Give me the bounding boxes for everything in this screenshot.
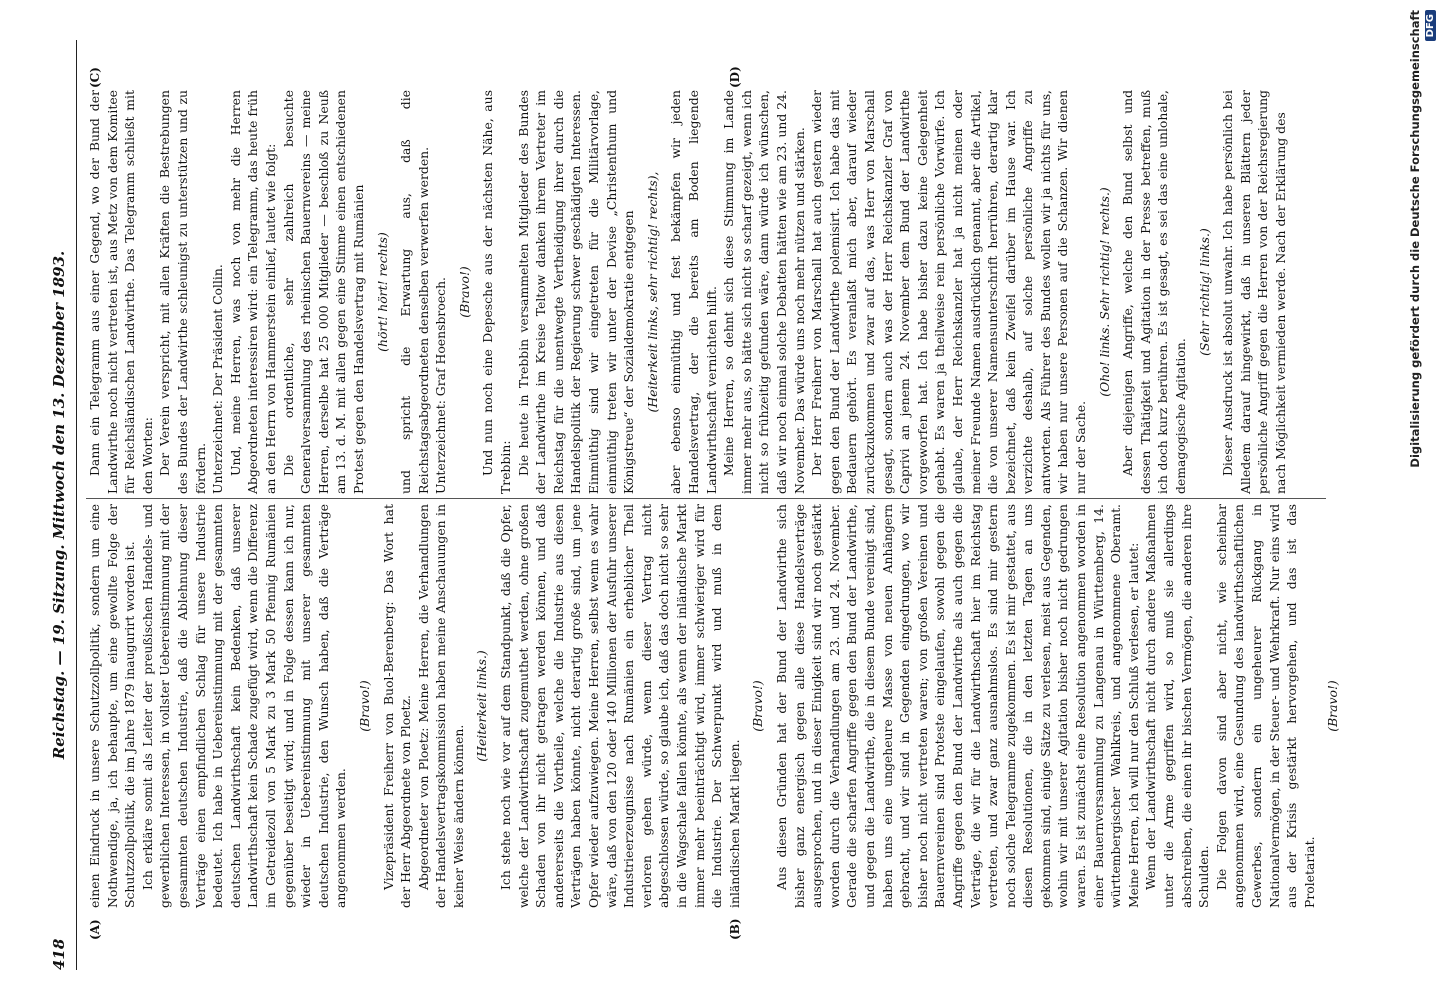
paragraph: Aus diesen Gründen hat der Bund der Landwirthe sich bisher ganz energisch gegen alle diese Handelsverträge ausgesprochen, und in dieser Einigkeit sind wir noch gestärkt worden durch die Verhandlungen am 23. und 24. November. Gerade die scharfen Angriffe gegen den Bund der Landwirthe, und gegen die Landwirthe, die in diesem Bunde vereinigt sind, haben uns eine ungeheure Masse von neuen Anhängern gebracht, und wir sind in Gegenden eingedrungen, wo wir bisher noch nicht vertreten waren; von großen Vereinen und Bauernvereinen sind Proteste eingelaufen, sowohl gegen die Angriffe gegen den Bund der Landwirthe als auch gegen die Verträge, die wir für die Landwirthschaft hier im Reichstag vertreten, und zwar ganz ausnahmslos. Es sind mir gestern noch solche Telegramme zugekommen. Es ist mir gestattet, aus diesen Resolutionen, die in den letzten Tagen an uns gekommen sind, einige Sätze zu verlesen, meist aus Gegenden, wohin wir mit unserer Agitation bisher noch nicht gedrungen waren. Es ist zunächst eine Resolution angenommen worden in einer Bauernversammlung zu Langenau in Württemberg, 14. württembergischer Wahlkreis, und angenommene Oberamt. Meine Herren, ich will nur den Schluß verlesen, er lautet: [773, 504, 1141, 908]
digitization-credit [1408, 10, 1436, 480]
interjection: (Sehr richtig! links.) [1196, 228, 1212, 356]
quoted-paragraph: und spricht die Erwartung aus, daß die Reichstagsabgeordneten denselben verwerfen werden. [398, 90, 431, 494]
page-header [50, 40, 77, 970]
interjection: (hört! hört! rechts) [374, 232, 390, 352]
quoted-paragraph: Die Folgen davon sind aber nicht, wie scheinbar angenommen wird, eine Gesundung des landwirthschaftlichen Gewerbes, sondern ein ungeheurer Rückgang in Nationalvermögen, in der Steuer- und Wehrkraft. Nur eins wird aus der Krisis gestärkt hervorgehen, und das ist das Proletariat. [1213, 504, 1317, 908]
paragraph: einen Eindruck in unsere Schutzzollpolitik, sondern um eine Nothwendige, ja, ich behaupte, um eine gewollte Folge der Schutzzollpolitik, die im Jahre 1879 inaugurirt worden ist. [87, 504, 138, 908]
margin-marker-b: (B) [728, 918, 742, 940]
paragraph: Dieser Ausdruck ist absolut unwahr. Ich habe persönlich bei Alledem darauf hingewirkt, daß in unseren Blättern jeder persönliche Angriff gegen die Herren von der Reichsregierung nach Möglichkeit vermieden werde. Nach der Erklärung des [1220, 90, 1288, 494]
margin-marker-a: (A) [88, 919, 102, 940]
speaker-paragraph: Abgeordneter von Ploetz: Meine Herren, die Verhandlungen der Handelsvertragskommission haben meine Anschauungen in keiner Weise ändern können. [415, 504, 466, 908]
paragraph: Ich stehe noch wie vor auf dem Standpunkt, daß die Opfer, welche der Landwirthschaft zugemuthet werden, ohne großen Schaden von ihr nicht getragen werden können, und daß andererseits die Vortheile, welche die Industrie aus diesen Verträgen haben könnte, nicht derartig große sind, um jene Opfer wieder aufzuwiegen. Meine Herren, selbst wenn es wahr wäre, daß von den 120 oder 140 Millionen der Ausfuhr unserer Industrieerzeugnisse nach Rumänien ein erheblicher Theil verloren gehen würde, wenn dieser Vertrag nicht abgeschlossen würde, so glaube ich, daß das doch nicht so sehr in die Wagschale fallen könnte, als wenn der inländische Markt immer mehr beeinträchtigt wird, immer schwieriger wird für die Industrie. Der Schwerpunkt wird und muß in dem inländischen Markt liegen. [498, 504, 742, 908]
left-column [86, 504, 1348, 908]
speaker-paragraph: Vizepräsident Freiherr von Buol-Berenberg: Das Wort hat der Herr Abgeordnete von Ploetz. [380, 504, 414, 908]
page-number: 418 [50, 938, 68, 970]
signature-line: Unterzeichnet: Graf Hoensbroech. [433, 277, 449, 494]
dfg-logo: DFG [1425, 10, 1436, 41]
paragraph: Meine Herren, so dehnt sich diese Stimmung im Lande immer mehr aus, so hätte sich nicht so scharf gezeigt, wenn ich nicht so frühzeitig gefunden wäre, dann würde ich wünschen, daß wir noch einmal solche Debatten hätten wie am 23. und 24. November. Das würde uns noch mehr nützen und stärken. [721, 90, 807, 494]
interjection: (Oho! links. Sehr richtig! rechts.) [1096, 187, 1112, 397]
interjection: (Heiterkeit links, sehr richtig! rechts), [644, 171, 660, 413]
quoted-paragraph: Der Verein verspricht, mit allen Kräften die Bestrebungen des Bundes der Landwirthe schleunigst zu unterstützen und zu fördern. [157, 90, 208, 494]
interjection: (Heiterkeit links.) [474, 650, 490, 762]
interjection: (Bravo!) [456, 266, 472, 318]
paragraph: Und, meine Herren, was noch von mehr die Herren Abgeordneten interessiren wird: ein Telegramm, das heute früh an den Herrn von Hammerstein einlief, lautet wie folgt: [227, 90, 278, 494]
running-title: Reichstag. — 19. Sitzung. Mittwoch den 13. Dezember 1893. [50, 250, 68, 760]
interjection: (Bravo!) [750, 680, 766, 732]
right-column [86, 90, 1290, 494]
margin-marker-d: (D) [728, 66, 742, 88]
margin-marker-c: (C) [88, 67, 102, 88]
quoted-paragraph: Wenn der Landwirthschaft nicht durch andere Maßnahmen unter die Arme gegriffen wird, so muß sie allerdings abschreiben, die einen ihr bischen Vermögen, die anderen ihre Schulden. [1143, 504, 1212, 908]
paragraph: Der Herr Freiherr von Marschall hat auch gestern wieder gegen den Bund der Landwirthe polemisirt. Ich habe das mit Bedauern gehört. Es veranlaßt mich aber, darauf wieder zurückzukommen und zwar auf das, was Herr von Marschall gesagt, sondern auch was der Herr Reichskanzler Graf von Caprivi an jenem 24. November dem Bund der Landwirthe vorgeworfen hat. Ich habe bisher dazu keine Gelegenheit gehabt. Es waren ja theilweise rein persönliche Vorwürfe. Ich glaube, der Herr Reichskanzler hat ja nicht meinen oder meiner Freunde Namen ausdrücklich genannt, aber die Artikel, die von unserer Namensunterschrift herrühren, derartig klar bezeichnet, daß kein Zweifel darüber im Hause war. Ich verzichte deshalb, auf solche persönliche Angriffe zu antworten. Als Führer des Bundes wollen wir ja nichts für uns, wir haben nur unsere Personen auf die Schanzen. Wir dienen nur der Sache. [809, 90, 1089, 494]
credit-text: Digitalisierung gefördert durch die Deutsche Forschungsgemeinschaft [1408, 10, 1422, 468]
paragraph: Aber diejenigen Angriffe, welche den Bund selbst und dessen Thätigkeit und Agitation in der Presse betreffen, muß ich doch kurz berühren. Es ist gesagt, es sei das eine unlohale, demagogische Agitation. [1120, 90, 1189, 494]
paragraph: Und nun noch eine Depesche aus der nächsten Nähe, aus Trebbin: [480, 90, 514, 494]
interjection: (Bravo!) [1325, 680, 1341, 732]
paragraph: Ich erkläre somit als Leiter der preußischen Handels- und gewerblichen Interessen, in vollster Uebereinstimmung mit der gesammten deutschen Industrie, daß die Ablehnung dieser Verträge einen empfindlichen Schlag für unsere Industrie bedeutet. Ich habe in Uebereinstimmung mit der gesammten deutschen Landwirthschaft kein Bedenken, daß unserer Landwirthschaft kein Schade zugefügt wird, wenn die Differenz im Getreidezoll von 5 Mark zu 3 Mark 50 Pfennig Rumänien gegenüber beseitigt wird; und in Folge dessen kann ich nur, wieder in Uebereinstimmung mit unserer gesammten deutschen Industrie, den Wunsch haben, daß die Verträge angenommen werden. [139, 504, 349, 908]
quoted-paragraph: Die heute in Trebbin versammelten Mitglieder des Bundes der Landwirthe im Kreise Teltow danken ihrem Vertreter im Reichstag für die unentwegte Vertheidigung ihrer durch die Handelspolitik der Regierung schwer geschädigten Interessen. Einmüthig sind wir eingetreten für die Militärvorlage, einmüthig treten wir unter der Devise „Christenthum und Königstreue“ der Sozialdemokratie entgegen [515, 90, 637, 494]
signature-line: Unterzeichnet: Der Präsident Collin. [210, 264, 226, 494]
quoted-paragraph: Die ordentliche, sehr zahlreich besuchte Generalversammlung des rheinischen Bauernvereins — meine Herren, derselbe hat 25 000 Mitglieder — beschloß zu Neuß am 13. d. M. mit allen gegen eine Stimme einen entschiedenen Protest gegen den Handelsvertrag mit Rumänien [280, 90, 366, 494]
interjection: (Bravo!) [356, 680, 372, 732]
paragraph: Dann ein Telegramm aus einer Gegend, wo der Bund der Landwirthe noch nicht vertreten ist, aus Metz von dem Komitee für Reichsländischen Landwirthe. Das Telegramm schließt mit den Worten: [87, 90, 155, 494]
quoted-paragraph: aber ebenso einmüthig und fest bekämpfen wir jeden Handelsvertrag, der die bereits am Boden liegende Landwirthschaft vernichten hilft. [668, 90, 719, 494]
